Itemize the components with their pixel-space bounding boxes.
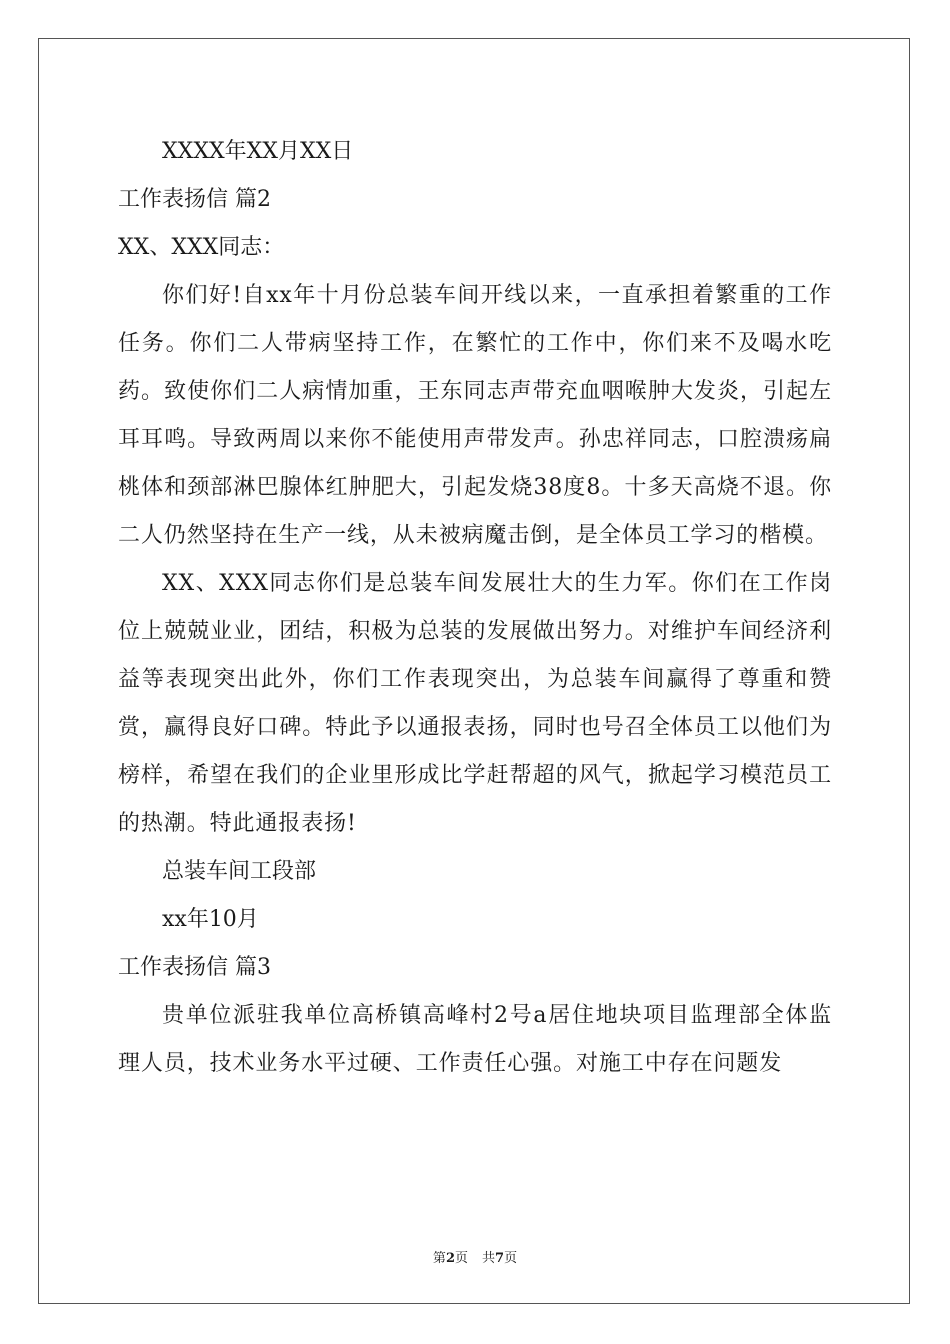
total-label-suffix: 页 — [504, 1251, 518, 1266]
total-label-prefix: 共 — [482, 1251, 496, 1266]
document-body — [118, 128, 832, 1088]
signature-date: xx年10月 — [162, 907, 259, 932]
page-total: 7 — [495, 1251, 505, 1266]
page-label-suffix: 页 — [454, 1251, 468, 1266]
date-line: XXXX年XX月XX日 — [162, 139, 354, 164]
salutation: XX、XXX同志： — [118, 235, 285, 260]
page-label-prefix: 第 — [432, 1251, 446, 1266]
signature: 总装车间工段部 — [162, 859, 317, 884]
paragraph-1: 你们好!自xx年十月份总装车间开线以来，一直承担着繁重的工作任务。你们二人带病坚持工作，在繁忙的工作中，你们来不及喝水吃药。致使你们二人病情加重，王东同志声带充血咽喉肿大发炎，引起左耳耳鸣。导致两周以来你不能使用声带发声。孙忠祥同志，口腔溃疡扁桃体和颈部淋巴腺体红肿肥大，引起发烧38度8。十多天高烧不退。你二人仍然坚持在生产一线，从未被病魔击倒，是全体员工学习的楷模。 — [118, 283, 832, 548]
section-title-2: 工作表扬信 篇2 — [118, 187, 271, 212]
paragraph-2: XX、XXX同志你们是总装车间发展壮大的生力军。你们在工作岗位上兢兢业业，团结，积极为总装的发展做出努力。对维护车间经济利益等表现突出此外，你们工作表现突出，为总装车间赢得了尊重和赞赏，赢得良好口碑。特此予以通报表扬，同时也号召全体员工以他们为榜样，希望在我们的企业里形成比学赶帮超的风气，掀起学习模范员工的热潮。特此通报表扬! — [118, 571, 832, 836]
paragraph-3: 贵单位派驻我单位高桥镇高峰村2号a居住地块项目监理部全体监理人员，技术业务水平过硬、工作责任心强。对施工中存在问题发 — [118, 1003, 832, 1076]
section-title-3: 工作表扬信 篇3 — [118, 955, 271, 980]
page-footer — [0, 1247, 950, 1266]
page-current: 2 — [445, 1251, 455, 1266]
